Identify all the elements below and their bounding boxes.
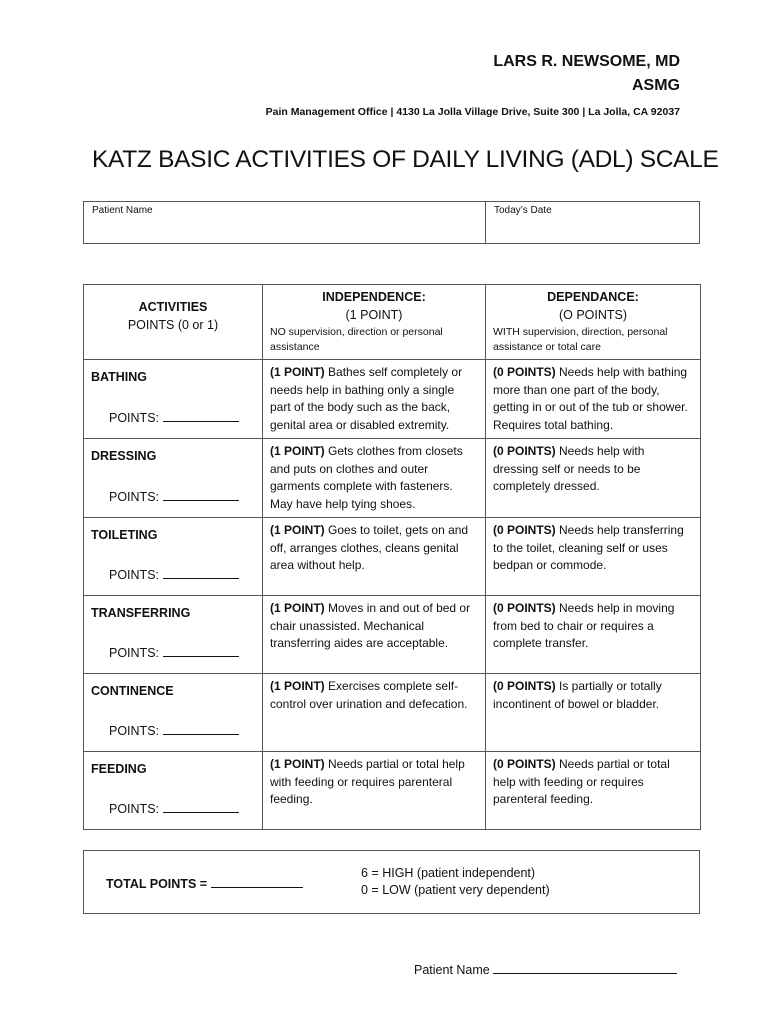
table-row (84, 752, 701, 830)
zero-points-label: (0 POINTS) (493, 365, 556, 379)
total-points-blank[interactable] (211, 875, 303, 888)
organization-name: ASMG (632, 77, 680, 94)
dependence-text: Needs help in moving from bed to chair or requires a complete transfer. (493, 601, 675, 650)
patient-name-field[interactable] (84, 202, 486, 243)
zero-points-label: (0 POINTS) (493, 444, 556, 458)
points-label: POINTS: (109, 801, 160, 816)
footer-patient-name-blank[interactable] (493, 961, 677, 974)
doctor-name: LARS R. NEWSOME, MD (493, 53, 680, 70)
table-row (84, 596, 701, 674)
footer-patient-name[interactable] (414, 961, 677, 977)
todays-date-field[interactable] (486, 202, 699, 243)
score-high: 6 = HIGH (patient independent) (361, 866, 536, 880)
independence-text: Exercises complete self-control over urination and defecation. (270, 679, 468, 711)
one-point-label: (1 POINT) (270, 365, 325, 379)
activity-label: CONTINENCE (91, 684, 174, 698)
dependence-cell (486, 596, 701, 674)
zero-points-label: (0 POINTS) (493, 523, 556, 537)
patient-info-box (83, 201, 700, 244)
score-low: 0 = LOW (patient very dependent) (361, 883, 550, 897)
activities-header: ACTIVITIES (138, 300, 208, 314)
points-label: POINTS: (109, 489, 160, 504)
independence-text: Bathes self completely or needs help in bathing only a single part of the body such as the back, genital area or disabled extremity. (270, 365, 463, 432)
independence-cell (263, 596, 486, 674)
points-label: POINTS: (109, 723, 160, 738)
footer-patient-name-label: Patient Name (414, 963, 490, 977)
form-title: KATZ BASIC ACTIVITIES OF DAILY LIVING (ADL) SCALE (92, 146, 719, 173)
table-row (84, 439, 701, 518)
dependence-cell (486, 674, 701, 752)
activities-header-cell (84, 285, 263, 360)
independence-text: Moves in and out of bed or chair unassisted. Mechanical transferring aides are acceptable. (270, 601, 471, 650)
activity-label: TOILETING (91, 528, 158, 542)
activity-cell (84, 360, 263, 439)
one-point-label: (1 POINT) (270, 444, 325, 458)
independence-note: NO supervision, direction or personal assistance (270, 326, 443, 353)
points-field[interactable] (109, 409, 239, 428)
table-row (84, 518, 701, 596)
points-blank[interactable] (163, 800, 239, 813)
table-header-row (84, 285, 701, 360)
table-row (84, 674, 701, 752)
dependence-points: (O POINTS) (558, 307, 628, 322)
total-points-label: TOTAL POINTS = (106, 877, 208, 891)
office-address: Pain Management Office | 4130 La Jolla Village Drive, Suite 300 | La Jolla, CA 92037 (265, 106, 680, 118)
dependence-text: Needs help transferring to the toilet, cleaning self or uses bedpan or commode. (493, 523, 684, 572)
independence-text: Gets clothes from closets and puts on clothes and outer garments complete with fasteners. May have help tying shoes. (270, 444, 463, 511)
activity-cell (84, 518, 263, 596)
independence-text: Goes to toilet, gets on and off, arranges clothes, cleans genital area without help. (270, 523, 469, 572)
todays-date-label: Today’s Date (494, 205, 552, 216)
dependence-text: Needs help with dressing self or needs to be completely dressed. (493, 444, 645, 493)
dependence-text: Is partially or totally incontinent of bowel or bladder. (493, 679, 662, 711)
dependence-cell (486, 752, 701, 830)
one-point-label: (1 POINT) (270, 601, 325, 615)
points-blank[interactable] (163, 488, 239, 501)
score-scale (361, 865, 550, 899)
points-label: POINTS: (109, 645, 160, 660)
dependence-text: Needs partial or total help with feeding or requires parenteral feeding. (493, 757, 670, 806)
independence-points: (1 POINT) (345, 307, 403, 322)
one-point-label: (1 POINT) (270, 523, 325, 537)
total-points-box (83, 850, 700, 914)
dependence-header-cell (486, 285, 701, 360)
activity-label: FEEDING (91, 762, 147, 776)
dependence-cell (486, 439, 701, 518)
independence-header-cell (263, 285, 486, 360)
activity-cell (84, 674, 263, 752)
zero-points-label: (0 POINTS) (493, 679, 556, 693)
activity-cell (84, 596, 263, 674)
activity-label: TRANSFERRING (91, 606, 191, 620)
independence-header: INDEPENDENCE: (322, 290, 426, 304)
zero-points-label: (0 POINTS) (493, 757, 556, 771)
dependence-text: Needs help with bathing more than one part of the body, getting in or out of the tub or shower. Requires total bathing. (493, 365, 688, 432)
points-field[interactable] (109, 488, 239, 507)
points-blank[interactable] (163, 722, 239, 735)
points-label: POINTS: (109, 567, 160, 582)
letterhead (266, 50, 680, 118)
points-field[interactable] (109, 800, 239, 819)
independence-cell (263, 360, 486, 439)
adl-table (83, 284, 701, 830)
dependence-cell (486, 360, 701, 439)
independence-cell (263, 752, 486, 830)
activity-cell (84, 752, 263, 830)
points-label: POINTS: (109, 410, 160, 425)
points-blank[interactable] (163, 566, 239, 579)
dependence-cell (486, 518, 701, 596)
independence-text: Needs partial or total help with feeding or requires parenteral feeding. (270, 757, 465, 806)
one-point-label: (1 POINT) (270, 757, 325, 771)
patient-name-label: Patient Name (92, 205, 153, 216)
independence-cell (263, 439, 486, 518)
activity-label: DRESSING (91, 449, 157, 463)
activity-cell (84, 439, 263, 518)
independence-cell (263, 674, 486, 752)
points-field[interactable] (109, 644, 239, 663)
points-field[interactable] (109, 566, 239, 585)
points-header: POINTS (0 or 1) (127, 317, 219, 332)
one-point-label: (1 POINT) (270, 679, 325, 693)
dependence-header: DEPENDANCE: (547, 290, 639, 304)
independence-cell (263, 518, 486, 596)
points-blank[interactable] (163, 644, 239, 657)
activity-label: BATHING (91, 370, 148, 384)
zero-points-label: (0 POINTS) (493, 601, 556, 615)
points-field[interactable] (109, 722, 239, 741)
total-points-field[interactable] (106, 875, 303, 891)
table-row (84, 360, 701, 439)
points-blank[interactable] (163, 409, 239, 422)
dependence-note: WITH supervision, direction, personal assistance or total care (493, 326, 668, 353)
